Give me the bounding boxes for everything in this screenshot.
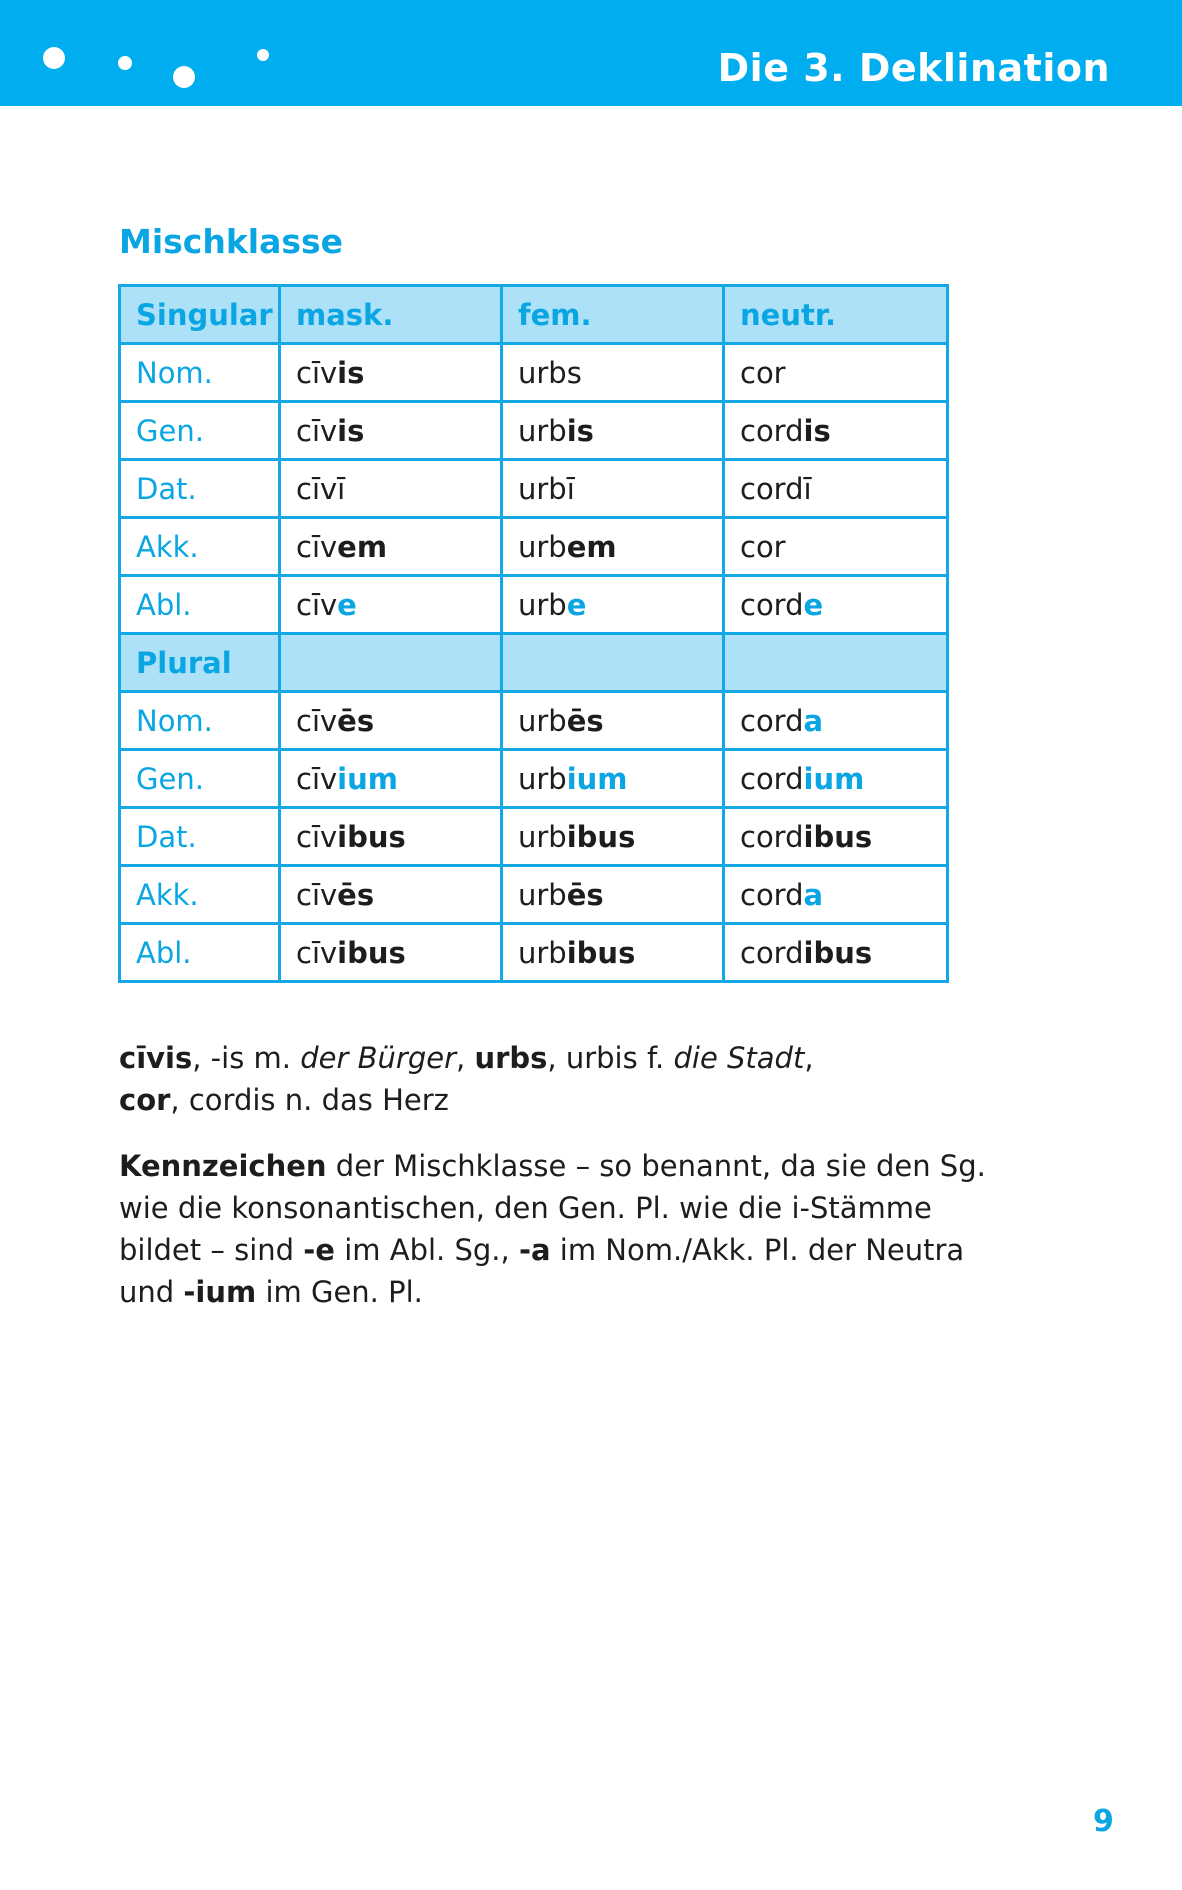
- case-label: Akk.: [120, 866, 280, 924]
- case-label: Nom.: [120, 344, 280, 402]
- word-form: cīvibus: [280, 808, 502, 866]
- table-row: [120, 518, 948, 576]
- vocabulary-note: [119, 1037, 814, 1121]
- dot-2-icon: [118, 56, 132, 70]
- word-form: corda: [724, 692, 948, 750]
- word-form: corda: [724, 866, 948, 924]
- column-header: [280, 634, 502, 692]
- section-title: Mischklasse: [119, 222, 344, 261]
- table-row: [120, 750, 948, 808]
- word-form: urbibus: [502, 924, 724, 982]
- case-label: Abl.: [120, 924, 280, 982]
- table-row: [120, 344, 948, 402]
- case-label: Nom.: [120, 692, 280, 750]
- word-form: cīvēs: [280, 866, 502, 924]
- word-form: cīve: [280, 576, 502, 634]
- word-form: urbium: [502, 750, 724, 808]
- word-form: cordis: [724, 402, 948, 460]
- word-form: cīvēs: [280, 692, 502, 750]
- table-row: [120, 808, 948, 866]
- case-label: Dat.: [120, 808, 280, 866]
- table-row: [120, 692, 948, 750]
- case-label: Gen.: [120, 750, 280, 808]
- case-label: Gen.: [120, 402, 280, 460]
- dot-3-icon: [173, 66, 195, 88]
- word-form: cor: [724, 344, 948, 402]
- word-form: urbs: [502, 344, 724, 402]
- table-row: [120, 866, 948, 924]
- page-number: 9: [1093, 1804, 1114, 1839]
- dot-4-icon: [257, 49, 269, 61]
- vocabulary-line-2: cor, cordis n. das Herz: [119, 1083, 449, 1117]
- singular-header-row-label: Singular: [120, 286, 280, 344]
- word-form: urbibus: [502, 808, 724, 866]
- column-header: neutr.: [724, 286, 948, 344]
- word-form: cor: [724, 518, 948, 576]
- table-row: [120, 402, 948, 460]
- column-header: [502, 634, 724, 692]
- word-form: cordī: [724, 460, 948, 518]
- word-form: urbēs: [502, 692, 724, 750]
- singular-header-row: [120, 286, 948, 344]
- word-form: cīvium: [280, 750, 502, 808]
- word-form: cordibus: [724, 924, 948, 982]
- column-header: mask.: [280, 286, 502, 344]
- declension-table: [118, 284, 949, 983]
- word-form: cīvī: [280, 460, 502, 518]
- word-form: cīvem: [280, 518, 502, 576]
- word-form: urbem: [502, 518, 724, 576]
- word-form: cīvis: [280, 344, 502, 402]
- word-form: urbe: [502, 576, 724, 634]
- table-row: [120, 924, 948, 982]
- table-row: [120, 576, 948, 634]
- word-form: urbēs: [502, 866, 724, 924]
- word-form: urbī: [502, 460, 724, 518]
- word-form: corde: [724, 576, 948, 634]
- table-row: [120, 460, 948, 518]
- case-label: Abl.: [120, 576, 280, 634]
- explanation-paragraph: Kennzeichen der Mischklasse – so benannt, da sie den Sg. wie die konsonantischen, den Gen. Pl. wie die i-Stämme bildet – sind -e im Abl. Sg., -a im Nom./Akk. Pl. der Neutra und -ium im Gen. Pl.: [119, 1149, 986, 1309]
- case-label: Akk.: [120, 518, 280, 576]
- word-form: urbis: [502, 402, 724, 460]
- chapter-title: Die 3. Deklination: [717, 46, 1110, 90]
- word-form: cordibus: [724, 808, 948, 866]
- word-form: cordium: [724, 750, 948, 808]
- column-header: fem.: [502, 286, 724, 344]
- header-banner: [0, 0, 1182, 106]
- plural-header-row: [120, 634, 948, 692]
- case-label: Dat.: [120, 460, 280, 518]
- word-form: cīvibus: [280, 924, 502, 982]
- word-form: cīvis: [280, 402, 502, 460]
- dot-1-icon: [43, 47, 65, 69]
- vocabulary-line-1: cīvis, -is m. der Bürger, urbs, urbis f. die Stadt,: [119, 1041, 814, 1075]
- plural-header-row-label: Plural: [120, 634, 280, 692]
- column-header: [724, 634, 948, 692]
